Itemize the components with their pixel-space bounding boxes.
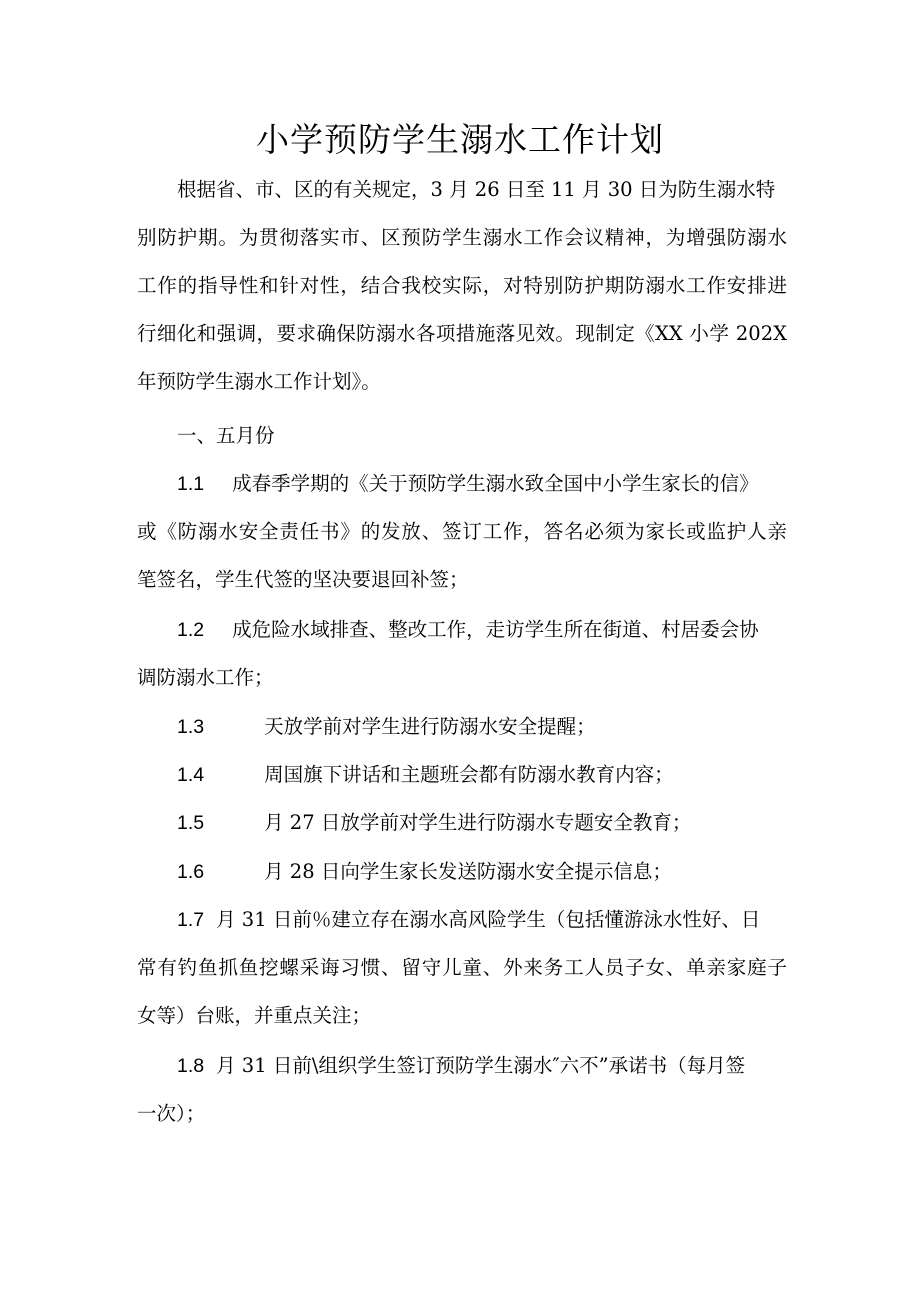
item-number: 1.6 [177,861,205,883]
item-number: 1.3 [177,716,205,738]
item-text: 月 31 日前％建立存在溺水高风险学生（包括懂游泳水性好、日 [216,908,761,931]
list-item-1-2 [177,606,787,654]
list-item-1-2-line-2: 调防溺水工作； [137,666,274,689]
item-number: 1.7 [177,909,205,931]
item-number: 1.1 [177,473,205,495]
item-text: 成春季学期的《关于预防学生溺水致全国中小学生家长的信》 [232,472,759,495]
list-item-1-4 [177,751,787,799]
list-item-1-5 [177,799,787,847]
item-text: 月 31 日前\组织学生签订预防学生溺水″六不”承诺书（每月签 [216,1054,746,1077]
page-title: 小学预防学生溺水工作计划 [256,120,664,159]
intro-line-2: 别防护期。为贯彻落实市、区预防学生溺水工作会议精神，为增强防溺水 [137,226,787,249]
list-item-1-7 [177,896,787,944]
list-item-1-1 [177,460,787,508]
item-number: 1.5 [177,812,205,834]
item-text: 成危险水域排查、整改工作，走访学生所在街道、村居委会协 [232,618,759,641]
intro-line-5: 年预防学生溺水工作计划》。 [137,370,381,393]
item-number: 1.8 [177,1055,205,1077]
list-item-1-7-line-2: 常有钓鱼抓鱼挖螺采诲习惯、留守儿童、外来务工人员子女、单亲家庭子 [137,956,787,979]
list-item-1-6 [177,848,787,896]
item-number: 1.4 [177,764,205,786]
list-item-1-7-line-3: 女等）台账，并重点关注； [137,1004,372,1027]
intro-line-4: 行细化和强调，要求确保防溺水各项措施落见效。现制定《XX 小学 202X [137,322,787,345]
item-text: 月 27 日放学前对学生进行防溺水专题安全教育； [264,811,692,834]
list-item-1-3 [177,703,787,751]
intro-line-3: 工作的指导性和针对性，结合我校实际，对特别防护期防溺水工作安排进 [137,274,787,297]
item-text: 天放学前对学生进行防溺水安全提醒； [264,715,596,738]
list-item-1-1-line-3: 笔签名，学生代签的坚决要退回补签； [137,568,469,591]
list-item-1-8 [177,1042,787,1090]
item-text: 月 28 日向学生家长发送防溺水安全提示信息； [264,860,672,883]
list-item-1-1-line-2: 或《防溺水安全责任书》的发放、签订工作，答名必须为家长或监护人亲 [137,520,787,543]
item-number: 1.2 [177,619,205,641]
item-text: 周国旗下讲话和主题班会都有防溺水教育内容； [264,763,674,786]
section-heading-may: 一、五月份 [177,424,275,447]
list-item-1-8-line-2: 一次）； [137,1102,206,1125]
intro-line-1: 根据省、市、区的有关规定，3 月 26 日至 11 月 30 日为防生溺水特 [177,178,776,201]
